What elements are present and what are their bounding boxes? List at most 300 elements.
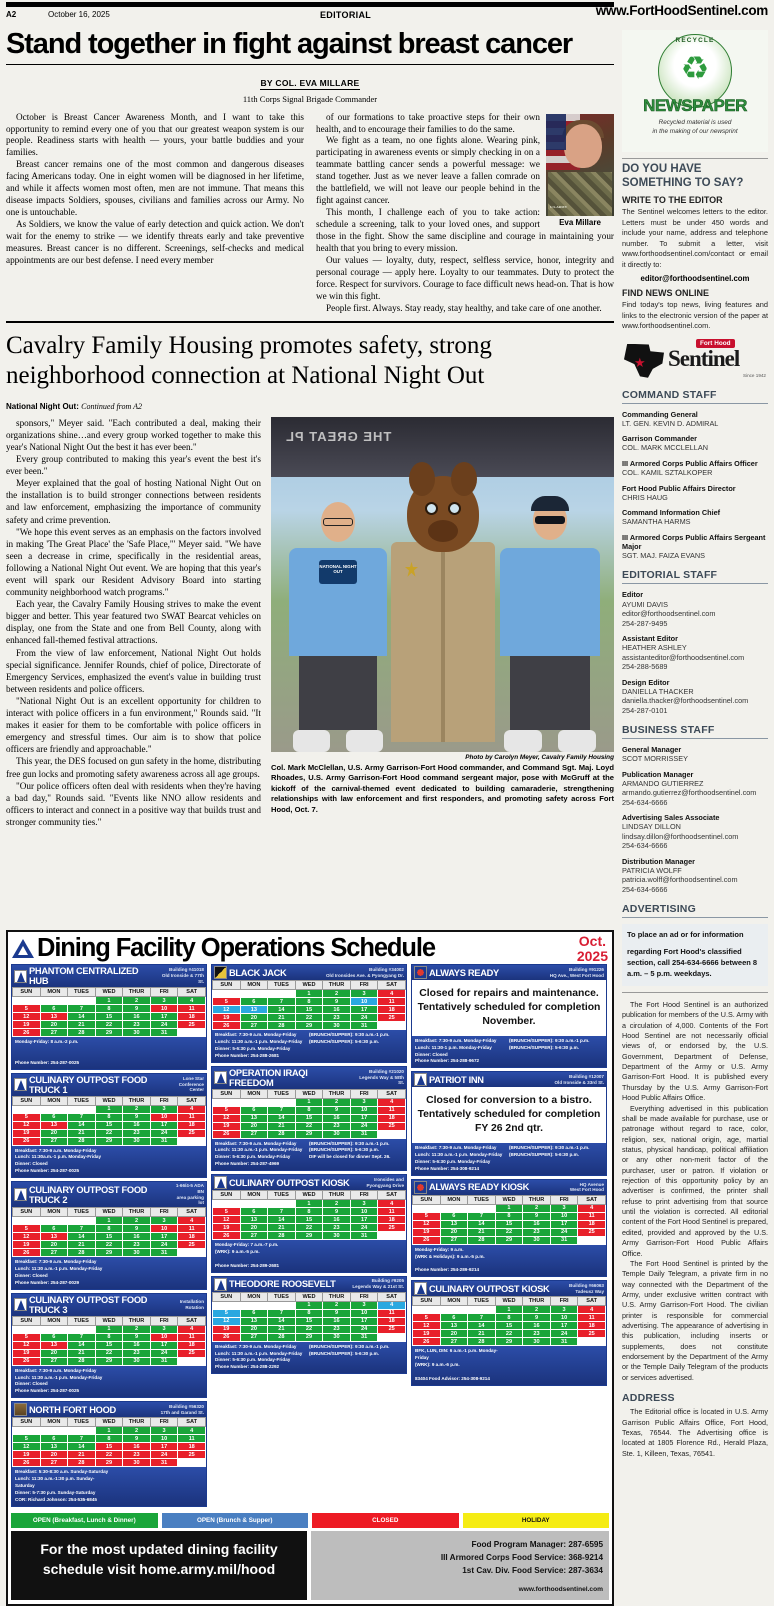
calendar-cell-day[interactable]: 17 <box>550 1220 578 1228</box>
calendar-cell-day[interactable]: 17 <box>150 1013 178 1021</box>
calendar-cell-day[interactable]: 16 <box>523 1322 551 1330</box>
calendar-cell-day[interactable]: 29 <box>295 1333 323 1341</box>
calendar-cell-day[interactable]: 4 <box>378 1200 406 1208</box>
calendar-cell-day[interactable]: 31 <box>550 1338 578 1346</box>
calendar-cell-day[interactable]: 14 <box>268 1216 296 1224</box>
calendar-cell-day[interactable]: 7 <box>68 1113 96 1121</box>
calendar-cell-day[interactable]: 18 <box>578 1322 606 1330</box>
calendar-cell-day[interactable]: 16 <box>323 1114 351 1122</box>
calendar-cell-day[interactable]: 6 <box>40 1113 68 1121</box>
calendar-cell-day[interactable]: 11 <box>178 1435 206 1443</box>
calendar-cell-day[interactable]: 27 <box>440 1338 468 1346</box>
calendar-cell-day[interactable]: 20 <box>240 1122 268 1130</box>
calendar-cell-day[interactable]: 13 <box>40 1233 68 1241</box>
calendar-cell-day[interactable]: 6 <box>240 998 268 1006</box>
calendar-cell-day[interactable]: 14 <box>468 1322 496 1330</box>
calendar-cell-day[interactable]: 11 <box>178 1225 206 1233</box>
calendar-cell-day[interactable]: 24 <box>350 1122 378 1130</box>
calendar-cell-day[interactable]: 8 <box>295 1208 323 1216</box>
calendar-cell-day[interactable]: 29 <box>495 1338 523 1346</box>
calendar-cell-day[interactable]: 20 <box>240 1224 268 1232</box>
calendar-cell-day[interactable]: 9 <box>123 1005 151 1013</box>
calendar-cell-day[interactable]: 9 <box>123 1225 151 1233</box>
calendar-cell-day[interactable]: 19 <box>213 1122 241 1130</box>
calendar-cell-day[interactable]: 8 <box>95 1113 123 1121</box>
calendar-cell-day[interactable]: 21 <box>268 1122 296 1130</box>
calendar-cell-day[interactable]: 9 <box>323 998 351 1006</box>
calendar-cell-day[interactable]: 26 <box>413 1236 441 1244</box>
calendar-cell-day[interactable]: 7 <box>268 1208 296 1216</box>
calendar-cell-day[interactable]: 21 <box>468 1330 496 1338</box>
calendar-cell-day[interactable]: 19 <box>213 1014 241 1022</box>
calendar-cell-day[interactable]: 10 <box>150 1333 178 1341</box>
calendar-cell-day[interactable]: 9 <box>123 1113 151 1121</box>
calendar-cell-day[interactable]: 9 <box>523 1314 551 1322</box>
calendar-cell-day[interactable]: 12 <box>13 1233 41 1241</box>
calendar-cell-day[interactable]: 3 <box>550 1306 578 1314</box>
calendar-cell-day[interactable]: 16 <box>123 1443 151 1451</box>
calendar-cell-day[interactable]: 10 <box>150 1225 178 1233</box>
calendar-cell-day[interactable]: 29 <box>95 1249 123 1257</box>
calendar-cell-day[interactable]: 7 <box>468 1212 496 1220</box>
calendar-cell-day[interactable]: 10 <box>350 1208 378 1216</box>
calendar-cell-day[interactable]: 1 <box>95 1105 123 1113</box>
calendar-cell-day[interactable]: 25 <box>378 1325 406 1333</box>
calendar-cell-day[interactable]: 2 <box>123 1217 151 1225</box>
calendar-cell-day[interactable]: 23 <box>323 1325 351 1333</box>
calendar-cell-day[interactable]: 18 <box>178 1233 206 1241</box>
calendar-cell-day[interactable]: 12 <box>213 1006 241 1014</box>
calendar-cell-day[interactable]: 11 <box>178 1333 206 1341</box>
calendar-cell-day[interactable]: 5 <box>213 1208 241 1216</box>
calendar-cell-day[interactable]: 29 <box>95 1357 123 1365</box>
calendar-cell-day[interactable]: 23 <box>123 1129 151 1137</box>
staff-email[interactable]: lindsay.dillon@forthoodsentinel.com <box>622 831 739 841</box>
calendar-cell-day[interactable]: 29 <box>95 1137 123 1145</box>
calendar-cell-day[interactable]: 19 <box>413 1228 441 1236</box>
calendar-cell-day[interactable]: 13 <box>240 1006 268 1014</box>
calendar-cell-day[interactable]: 17 <box>350 1317 378 1325</box>
calendar-cell-day[interactable]: 5 <box>213 998 241 1006</box>
calendar-cell-day[interactable]: 3 <box>150 1217 178 1225</box>
calendar-cell-day[interactable]: 27 <box>440 1236 468 1244</box>
calendar-cell-day[interactable]: 22 <box>95 1451 123 1459</box>
staff-email[interactable]: armando.gutierrez@forthoodsentinel.com <box>622 788 757 798</box>
calendar-cell-day[interactable]: 18 <box>378 1006 406 1014</box>
calendar-cell-day[interactable]: 29 <box>495 1236 523 1244</box>
calendar-cell-day[interactable]: 28 <box>268 1022 296 1030</box>
calendar-cell-day[interactable]: 25 <box>578 1228 606 1236</box>
calendar-cell-day[interactable]: 27 <box>240 1333 268 1341</box>
calendar-cell-day[interactable]: 21 <box>68 1129 96 1137</box>
calendar-cell-day[interactable]: 4 <box>178 997 206 1005</box>
calendar-cell-day[interactable]: 11 <box>578 1212 606 1220</box>
calendar-cell-day[interactable]: 1 <box>495 1204 523 1212</box>
calendar-cell-day[interactable]: 19 <box>13 1129 41 1137</box>
calendar-cell-day[interactable]: 15 <box>95 1233 123 1241</box>
calendar-cell-day[interactable]: 17 <box>350 1114 378 1122</box>
calendar-cell-day[interactable]: 3 <box>550 1204 578 1212</box>
calendar-cell-day[interactable]: 24 <box>350 1224 378 1232</box>
calendar-cell-day[interactable]: 30 <box>123 1029 151 1037</box>
calendar-cell-day[interactable]: 20 <box>440 1228 468 1236</box>
calendar-cell-day[interactable]: 22 <box>495 1330 523 1338</box>
calendar-cell-day[interactable]: 25 <box>178 1349 206 1357</box>
calendar-cell-day[interactable]: 27 <box>240 1022 268 1030</box>
calendar-cell-day[interactable]: 29 <box>295 1022 323 1030</box>
calendar-cell-day[interactable]: 30 <box>523 1338 551 1346</box>
calendar-cell-day[interactable]: 26 <box>13 1249 41 1257</box>
calendar-cell-day[interactable]: 2 <box>323 990 351 998</box>
calendar-cell-day[interactable]: 13 <box>40 1013 68 1021</box>
calendar-cell-day[interactable]: 28 <box>68 1357 96 1365</box>
calendar-cell-day[interactable]: 10 <box>350 1106 378 1114</box>
calendar-cell-day[interactable]: 5 <box>413 1212 441 1220</box>
calendar-cell-day[interactable]: 10 <box>350 998 378 1006</box>
calendar-cell-day[interactable]: 9 <box>123 1435 151 1443</box>
calendar-cell-day[interactable]: 7 <box>68 1435 96 1443</box>
calendar-cell-day[interactable]: 3 <box>150 1325 178 1333</box>
calendar-cell-day[interactable]: 15 <box>95 1121 123 1129</box>
calendar-cell-day[interactable]: 1 <box>295 990 323 998</box>
calendar-cell-day[interactable]: 3 <box>150 1105 178 1113</box>
calendar-cell-day[interactable]: 15 <box>95 1013 123 1021</box>
calendar-cell-day[interactable]: 16 <box>123 1013 151 1021</box>
calendar-cell-day[interactable]: 21 <box>68 1349 96 1357</box>
calendar-cell-day[interactable]: 9 <box>323 1106 351 1114</box>
calendar-cell-day[interactable]: 3 <box>350 1098 378 1106</box>
calendar-cell-day[interactable]: 21 <box>268 1325 296 1333</box>
calendar-cell-day[interactable]: 16 <box>123 1341 151 1349</box>
calendar-cell-day[interactable]: 6 <box>40 1225 68 1233</box>
calendar-cell-day[interactable]: 27 <box>240 1232 268 1240</box>
calendar-cell-day[interactable]: 20 <box>40 1021 68 1029</box>
calendar-cell-day[interactable]: 4 <box>578 1204 606 1212</box>
calendar-cell-day[interactable]: 8 <box>295 1106 323 1114</box>
calendar-cell-day[interactable]: 2 <box>523 1204 551 1212</box>
calendar-cell-day[interactable]: 10 <box>150 1005 178 1013</box>
calendar-cell-day[interactable]: 27 <box>40 1029 68 1037</box>
calendar-cell-day[interactable]: 27 <box>240 1130 268 1138</box>
calendar-cell-day[interactable]: 29 <box>95 1029 123 1037</box>
calendar-cell-day[interactable]: 16 <box>323 1317 351 1325</box>
calendar-cell-day[interactable]: 31 <box>350 1130 378 1138</box>
calendar-cell-day[interactable]: 29 <box>95 1459 123 1467</box>
calendar-cell-day[interactable]: 13 <box>440 1220 468 1228</box>
calendar-cell-day[interactable]: 20 <box>240 1325 268 1333</box>
calendar-cell-day[interactable]: 20 <box>40 1129 68 1137</box>
calendar-cell-day[interactable]: 20 <box>40 1241 68 1249</box>
calendar-cell-day[interactable]: 15 <box>295 1216 323 1224</box>
calendar-cell-day[interactable]: 12 <box>13 1341 41 1349</box>
calendar-cell-day[interactable]: 1 <box>295 1200 323 1208</box>
calendar-cell-day[interactable]: 6 <box>440 1212 468 1220</box>
calendar-cell-day[interactable]: 30 <box>123 1249 151 1257</box>
calendar-cell-day[interactable]: 25 <box>178 1129 206 1137</box>
calendar-cell-day[interactable]: 13 <box>240 1216 268 1224</box>
calendar-cell-day[interactable]: 4 <box>178 1105 206 1113</box>
calendar-cell-day[interactable]: 21 <box>68 1451 96 1459</box>
calendar-cell-day[interactable]: 29 <box>295 1232 323 1240</box>
calendar-cell-day[interactable]: 2 <box>123 1325 151 1333</box>
calendar-cell-day[interactable]: 30 <box>323 1333 351 1341</box>
calendar-cell-day[interactable]: 21 <box>268 1224 296 1232</box>
calendar-cell-day[interactable]: 18 <box>578 1220 606 1228</box>
calendar-cell-day[interactable]: 7 <box>68 1225 96 1233</box>
calendar-cell-day[interactable]: 31 <box>350 1022 378 1030</box>
calendar-cell-day[interactable]: 22 <box>95 1021 123 1029</box>
calendar-cell-day[interactable]: 31 <box>150 1357 178 1365</box>
calendar-cell-day[interactable]: 25 <box>178 1451 206 1459</box>
calendar-cell-day[interactable]: 6 <box>40 1333 68 1341</box>
calendar-cell-day[interactable]: 22 <box>295 1122 323 1130</box>
calendar-cell-day[interactable]: 18 <box>178 1341 206 1349</box>
calendar-cell-day[interactable]: 18 <box>178 1443 206 1451</box>
calendar-cell-day[interactable]: 24 <box>150 1349 178 1357</box>
calendar-cell-day[interactable]: 30 <box>523 1236 551 1244</box>
calendar-cell-day[interactable]: 7 <box>68 1005 96 1013</box>
contact-url[interactable]: www.forthoodsentinel.com <box>518 1586 603 1594</box>
staff-email[interactable]: daniella.thacker@forthoodsentinel.com <box>622 696 749 706</box>
calendar-cell-day[interactable]: 15 <box>495 1322 523 1330</box>
calendar-cell-day[interactable]: 12 <box>13 1013 41 1021</box>
calendar-cell-day[interactable]: 5 <box>13 1113 41 1121</box>
calendar-cell-day[interactable]: 7 <box>268 1309 296 1317</box>
calendar-cell-day[interactable]: 4 <box>178 1325 206 1333</box>
calendar-cell-day[interactable]: 24 <box>150 1451 178 1459</box>
calendar-cell-day[interactable]: 12 <box>13 1121 41 1129</box>
calendar-cell-day[interactable]: 3 <box>150 1427 178 1435</box>
calendar-cell-day[interactable]: 22 <box>295 1224 323 1232</box>
calendar-cell-day[interactable]: 30 <box>323 1232 351 1240</box>
calendar-cell-day[interactable]: 11 <box>178 1005 206 1013</box>
calendar-cell-day[interactable]: 6 <box>240 1106 268 1114</box>
calendar-cell-day[interactable]: 24 <box>350 1014 378 1022</box>
calendar-cell-day[interactable]: 12 <box>413 1220 441 1228</box>
calendar-cell-day[interactable]: 19 <box>13 1349 41 1357</box>
calendar-cell-day[interactable]: 23 <box>123 1349 151 1357</box>
calendar-cell-day[interactable]: 31 <box>150 1137 178 1145</box>
calendar-cell-day[interactable]: 14 <box>268 1317 296 1325</box>
calendar-cell-day[interactable]: 7 <box>268 1106 296 1114</box>
calendar-cell-day[interactable]: 20 <box>440 1330 468 1338</box>
calendar-cell-day[interactable]: 11 <box>378 1208 406 1216</box>
calendar-cell-day[interactable]: 6 <box>440 1314 468 1322</box>
calendar-cell-day[interactable]: 8 <box>95 1435 123 1443</box>
calendar-cell-day[interactable]: 6 <box>40 1005 68 1013</box>
calendar-cell-day[interactable]: 18 <box>178 1121 206 1129</box>
calendar-cell-day[interactable]: 25 <box>378 1122 406 1130</box>
calendar-cell-day[interactable]: 7 <box>68 1333 96 1341</box>
calendar-cell-day[interactable]: 17 <box>150 1121 178 1129</box>
calendar-cell-day[interactable]: 11 <box>378 998 406 1006</box>
calendar-cell-day[interactable]: 22 <box>495 1228 523 1236</box>
calendar-cell-day[interactable]: 14 <box>68 1121 96 1129</box>
calendar-cell-day[interactable]: 17 <box>150 1443 178 1451</box>
calendar-cell-day[interactable]: 10 <box>150 1435 178 1443</box>
calendar-cell-day[interactable]: 2 <box>323 1200 351 1208</box>
calendar-cell-day[interactable]: 7 <box>268 998 296 1006</box>
calendar-cell-day[interactable]: 2 <box>123 1105 151 1113</box>
calendar-cell-day[interactable]: 13 <box>40 1121 68 1129</box>
calendar-cell-day[interactable]: 8 <box>495 1314 523 1322</box>
calendar-cell-day[interactable]: 23 <box>323 1122 351 1130</box>
website-url[interactable]: www.FortHoodSentinel.com <box>595 3 768 18</box>
calendar-cell-day[interactable]: 5 <box>213 1309 241 1317</box>
calendar-cell-day[interactable]: 19 <box>13 1451 41 1459</box>
calendar-cell-day[interactable]: 1 <box>95 1325 123 1333</box>
calendar-cell-day[interactable]: 13 <box>40 1341 68 1349</box>
calendar-cell-day[interactable]: 4 <box>378 1301 406 1309</box>
calendar-cell-day[interactable]: 12 <box>13 1443 41 1451</box>
calendar-cell-day[interactable]: 22 <box>295 1014 323 1022</box>
calendar-cell-day[interactable]: 25 <box>178 1241 206 1249</box>
calendar-cell-day[interactable]: 24 <box>550 1228 578 1236</box>
calendar-cell-day[interactable]: 15 <box>295 1006 323 1014</box>
calendar-cell-day[interactable]: 25 <box>378 1014 406 1022</box>
calendar-cell-day[interactable]: 28 <box>68 1249 96 1257</box>
calendar-cell-day[interactable]: 14 <box>268 1114 296 1122</box>
calendar-cell-day[interactable]: 24 <box>150 1241 178 1249</box>
calendar-cell-day[interactable]: 27 <box>40 1137 68 1145</box>
calendar-cell-day[interactable]: 23 <box>323 1224 351 1232</box>
calendar-cell-day[interactable]: 17 <box>550 1322 578 1330</box>
calendar-cell-day[interactable]: 18 <box>378 1216 406 1224</box>
calendar-cell-day[interactable]: 27 <box>40 1249 68 1257</box>
calendar-cell-day[interactable]: 20 <box>40 1451 68 1459</box>
calendar-cell-day[interactable]: 2 <box>123 1427 151 1435</box>
calendar-cell-day[interactable]: 28 <box>268 1232 296 1240</box>
calendar-cell-day[interactable]: 13 <box>240 1317 268 1325</box>
calendar-cell-day[interactable]: 14 <box>68 1341 96 1349</box>
calendar-cell-day[interactable]: 26 <box>13 1357 41 1365</box>
calendar-cell-day[interactable]: 30 <box>123 1137 151 1145</box>
calendar-cell-day[interactable]: 23 <box>523 1330 551 1338</box>
calendar-cell-day[interactable]: 1 <box>95 997 123 1005</box>
calendar-cell-day[interactable]: 15 <box>295 1114 323 1122</box>
calendar-cell-day[interactable]: 8 <box>95 1333 123 1341</box>
calendar-cell-day[interactable]: 14 <box>468 1220 496 1228</box>
calendar-cell-day[interactable]: 4 <box>378 990 406 998</box>
calendar-cell-day[interactable]: 20 <box>40 1349 68 1357</box>
calendar-cell-day[interactable]: 5 <box>413 1314 441 1322</box>
calendar-cell-day[interactable]: 28 <box>68 1459 96 1467</box>
calendar-cell-day[interactable]: 9 <box>323 1309 351 1317</box>
calendar-cell-day[interactable]: 16 <box>323 1006 351 1014</box>
calendar-cell-day[interactable]: 15 <box>95 1443 123 1451</box>
calendar-cell-day[interactable]: 19 <box>213 1224 241 1232</box>
calendar-cell-day[interactable]: 26 <box>213 1130 241 1138</box>
calendar-cell-day[interactable]: 25 <box>378 1224 406 1232</box>
calendar-cell-day[interactable]: 23 <box>123 1451 151 1459</box>
calendar-cell-day[interactable]: 7 <box>468 1314 496 1322</box>
calendar-cell-day[interactable]: 8 <box>495 1212 523 1220</box>
calendar-cell-day[interactable]: 1 <box>295 1098 323 1106</box>
calendar-cell-day[interactable]: 2 <box>123 997 151 1005</box>
calendar-cell-day[interactable]: 11 <box>178 1113 206 1121</box>
calendar-cell-day[interactable]: 25 <box>578 1330 606 1338</box>
calendar-cell-day[interactable]: 2 <box>323 1098 351 1106</box>
calendar-cell-day[interactable]: 30 <box>123 1459 151 1467</box>
calendar-cell-day[interactable]: 10 <box>550 1212 578 1220</box>
calendar-cell-day[interactable]: 15 <box>95 1341 123 1349</box>
calendar-cell-day[interactable]: 16 <box>523 1220 551 1228</box>
calendar-cell-day[interactable]: 23 <box>523 1228 551 1236</box>
calendar-cell-day[interactable]: 12 <box>413 1322 441 1330</box>
calendar-cell-day[interactable]: 13 <box>40 1443 68 1451</box>
calendar-cell-day[interactable]: 13 <box>440 1322 468 1330</box>
calendar-cell-day[interactable]: 14 <box>268 1006 296 1014</box>
calendar-cell-day[interactable]: 28 <box>68 1029 96 1037</box>
calendar-cell-day[interactable]: 20 <box>240 1014 268 1022</box>
calendar-cell-day[interactable]: 31 <box>150 1249 178 1257</box>
calendar-cell-day[interactable]: 9 <box>523 1212 551 1220</box>
calendar-cell-day[interactable]: 16 <box>323 1216 351 1224</box>
calendar-cell-day[interactable]: 31 <box>350 1232 378 1240</box>
calendar-cell-day[interactable]: 12 <box>213 1114 241 1122</box>
calendar-cell-day[interactable]: 17 <box>350 1006 378 1014</box>
calendar-cell-day[interactable]: 30 <box>123 1357 151 1365</box>
calendar-cell-day[interactable]: 5 <box>13 1435 41 1443</box>
calendar-cell-day[interactable]: 2 <box>523 1306 551 1314</box>
calendar-cell-day[interactable]: 1 <box>295 1301 323 1309</box>
calendar-cell-day[interactable]: 8 <box>295 998 323 1006</box>
calendar-cell-day[interactable]: 18 <box>378 1317 406 1325</box>
calendar-cell-day[interactable]: 19 <box>13 1241 41 1249</box>
calendar-cell-day[interactable]: 26 <box>13 1137 41 1145</box>
calendar-cell-day[interactable]: 5 <box>13 1005 41 1013</box>
calendar-cell-day[interactable]: 3 <box>150 997 178 1005</box>
calendar-cell-day[interactable]: 17 <box>350 1216 378 1224</box>
calendar-cell-day[interactable]: 24 <box>150 1129 178 1137</box>
calendar-cell-day[interactable]: 3 <box>350 1301 378 1309</box>
calendar-cell-day[interactable]: 22 <box>295 1325 323 1333</box>
calendar-cell-day[interactable]: 1 <box>95 1427 123 1435</box>
calendar-cell-day[interactable]: 26 <box>213 1022 241 1030</box>
calendar-cell-day[interactable]: 14 <box>68 1013 96 1021</box>
calendar-cell-day[interactable]: 3 <box>350 990 378 998</box>
calendar-cell-day[interactable]: 17 <box>150 1233 178 1241</box>
calendar-cell-day[interactable]: 26 <box>213 1333 241 1341</box>
calendar-cell-day[interactable]: 5 <box>13 1225 41 1233</box>
calendar-cell-day[interactable]: 19 <box>13 1021 41 1029</box>
calendar-cell-day[interactable]: 27 <box>40 1357 68 1365</box>
calendar-cell-day[interactable]: 31 <box>150 1029 178 1037</box>
calendar-cell-day[interactable]: 21 <box>68 1241 96 1249</box>
calendar-cell-day[interactable]: 13 <box>240 1114 268 1122</box>
calendar-cell-day[interactable]: 18 <box>178 1013 206 1021</box>
calendar-cell-day[interactable]: 12 <box>213 1317 241 1325</box>
calendar-cell-day[interactable]: 15 <box>295 1317 323 1325</box>
calendar-cell-day[interactable]: 21 <box>268 1014 296 1022</box>
calendar-cell-day[interactable]: 28 <box>468 1236 496 1244</box>
calendar-cell-day[interactable]: 4 <box>378 1098 406 1106</box>
calendar-cell-day[interactable]: 2 <box>323 1301 351 1309</box>
calendar-cell-day[interactable]: 19 <box>213 1325 241 1333</box>
calendar-cell-day[interactable]: 9 <box>323 1208 351 1216</box>
editor-email-link[interactable]: editor@forthoodsentinel.com <box>640 274 750 284</box>
calendar-cell-day[interactable]: 4 <box>178 1217 206 1225</box>
calendar-cell-day[interactable]: 26 <box>13 1029 41 1037</box>
calendar-cell-day[interactable]: 15 <box>495 1220 523 1228</box>
calendar-cell-day[interactable]: 28 <box>68 1137 96 1145</box>
calendar-cell-day[interactable]: 24 <box>550 1330 578 1338</box>
calendar-cell-day[interactable]: 8 <box>95 1225 123 1233</box>
calendar-cell-day[interactable]: 4 <box>578 1306 606 1314</box>
calendar-cell-day[interactable]: 14 <box>68 1233 96 1241</box>
calendar-cell-day[interactable]: 6 <box>40 1435 68 1443</box>
staff-email[interactable]: editor@forthoodsentinel.com <box>622 609 716 619</box>
